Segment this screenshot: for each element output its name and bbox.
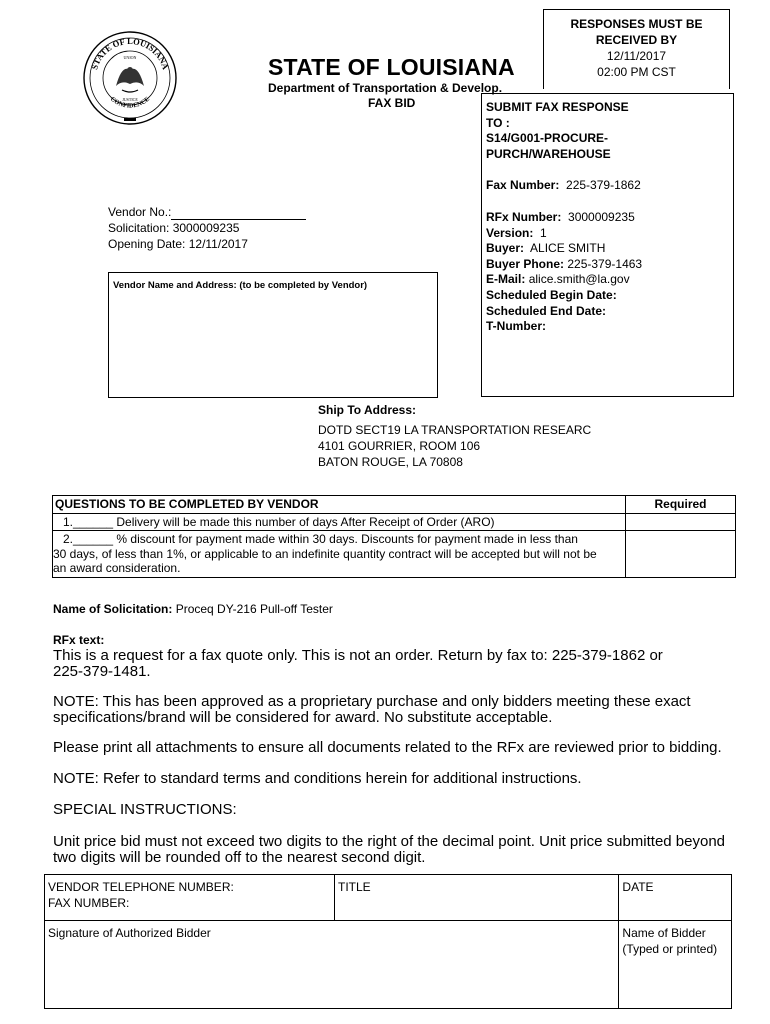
question-2-line-2: 30 days, of less than 1%, or applicable to an indefinite quantity contract will be accepted but will not be [53,546,597,561]
rfx-number-label: RFx Number: [486,209,562,224]
response-time: 02:00 PM CST [597,65,676,79]
department-name: Department of Transportation & Develop. [268,81,503,95]
response-deadline-box [543,9,730,89]
response-date: 12/11/2017 [606,49,667,63]
question-2-line-1: 2.______ % discount for payment made within 30 days. Discounts for payment made in less than [63,532,578,546]
question-1[interactable]: 1.______ Delivery will be made this number of days After Receipt of Order (ARO) [53,513,626,531]
submit-response-box [481,93,734,397]
question-1-required [626,513,736,531]
signature-cell[interactable] [45,921,619,1009]
email-value: alice.smith@la.gov [528,272,630,287]
special-instructions-heading: SPECIAL INSTRUCTIONS: [53,801,237,818]
body-paragraph-3: Please print all attachments to ensure all documents related to the RFx are reviewed prior to bidding. [53,739,722,756]
version-row [486,226,733,242]
email-label: E-Mail: [486,272,526,287]
fax-number-field-label: FAX NUMBER: [48,896,130,910]
buyer-phone-value: 225-379-1463 [567,256,643,271]
title-cell[interactable] [335,875,619,921]
solicitation-name-row [53,602,333,616]
body-paragraph-2 [53,694,691,726]
body-paragraph-6 [53,834,725,866]
ship-to-line-1: DOTD SECT19 LA TRANSPORTATION RESEARC [318,423,592,437]
question-2[interactable] [53,531,626,578]
submit-heading-4: PURCH/WAREHOUSE [486,146,611,161]
title-label: TITLE [338,880,371,894]
buyer-value: ALICE SMITH [530,241,606,256]
required-heading: Required [626,496,736,514]
fax-number-label: Fax Number: [486,178,560,193]
body-paragraph-1-line-1: This is a request for a fax quote only. This is not an order. Return by fax to: 225-379-1862 or [53,647,663,664]
body-paragraph-6-line-1: Unit price bid must not exceed two digits to the right of the decimal point. Unit price submitted beyond [53,833,726,850]
buyer-phone-label: Buyer Phone: [486,256,565,271]
solicitation-number: Solicitation: 3000009235 [108,221,240,235]
email-row [486,272,733,288]
vendor-questions-table [52,495,736,578]
svg-text:CONFIDENCE: CONFIDENCE [108,95,152,110]
ship-to-address [318,402,591,470]
solicitation-name-value: Proceq DY-216 Pull-off Tester [175,602,333,616]
opening-date: Opening Date: 12/11/2017 [108,237,248,251]
fax-number-value: 225-379-1862 [566,178,641,193]
buyer-phone-row [486,257,733,273]
bidder-name-sublabel: (Typed or printed) [622,942,718,956]
body-paragraph-4: NOTE: Refer to standard terms and conditions herein for additional instructions. [53,770,582,787]
ship-to-line-2: 4101 GOURRIER, ROOM 106 [318,439,481,453]
response-line-1: RESPONSES MUST BE [570,17,703,31]
state-seal [82,30,178,126]
submit-heading-2: TO : [486,115,510,130]
version-label: Version: [486,225,534,240]
vendor-no-label: Vendor No.: [108,205,172,219]
svg-text:JUSTICE: JUSTICE [122,97,138,102]
buyer-row [486,241,733,257]
date-label: DATE [622,880,654,894]
fax-number-row [486,178,733,194]
svg-text:UNION: UNION [123,55,137,60]
date-cell[interactable] [619,875,732,921]
body-paragraph-2-line-2: specifications/brand will be considered for award. No substitute acceptable. [53,709,553,726]
body-paragraph-1 [53,648,663,680]
vendor-no-row [108,204,306,220]
vendor-box-label: Vendor Name and Address: (to be completed by Vendor) [113,280,368,291]
signature-label: Signature of Authorized Bidder [48,926,211,940]
questions-heading: QUESTIONS TO BE COMPLETED BY VENDOR [53,496,626,514]
vendor-info [108,204,306,252]
body-paragraph-6-line-2: two digits will be rounded off to the nearest second digit. [53,849,426,866]
vendor-phone-label: VENDOR TELEPHONE NUMBER: [48,880,234,894]
question-2-line-3: an award consideration. [53,561,181,575]
body-paragraph-2-line-1: NOTE: This has been approved as a proprietary purchase and only bidders meeting these exact [53,693,691,710]
question-2-required [626,531,736,578]
svg-text:STATE OF LOUISIANA: STATE OF LOUISIANA [89,36,171,71]
version-value: 1 [540,225,547,240]
form-type: FAX BID [368,96,416,110]
body-paragraph-1-line-2: 225-379-1481. [53,663,151,680]
bidder-name-cell[interactable] [619,921,732,1009]
buyer-label: Buyer: [486,241,525,256]
solicitation-name-label: Name of Solicitation: [53,602,173,616]
vendor-phone-cell[interactable] [45,875,335,921]
begin-date-label: Scheduled Begin Date: [486,287,617,302]
ship-to-label: Ship To Address: [318,403,417,417]
rfx-number-row [486,210,733,226]
submit-heading-1: SUBMIT FAX RESPONSE [486,100,629,114]
vendor-name-address-box[interactable] [108,272,438,398]
end-date-label: Scheduled End Date: [486,303,607,318]
t-number-label: T-Number: [486,319,546,334]
response-line-2: RECEIVED BY [595,33,678,47]
vendor-no-field[interactable] [171,207,306,220]
rfx-text-label: RFx text: [53,633,105,647]
submit-heading-3: S14/G001-PROCURE- [486,131,609,146]
bidder-signature-table [44,874,732,1009]
rfx-number-value: 3000009235 [568,209,635,224]
bidder-name-label: Name of Bidder [622,926,706,940]
page-title: STATE OF LOUISIANA [268,54,515,80]
ship-to-line-3: BATON ROUGE, LA 70808 [318,455,463,469]
